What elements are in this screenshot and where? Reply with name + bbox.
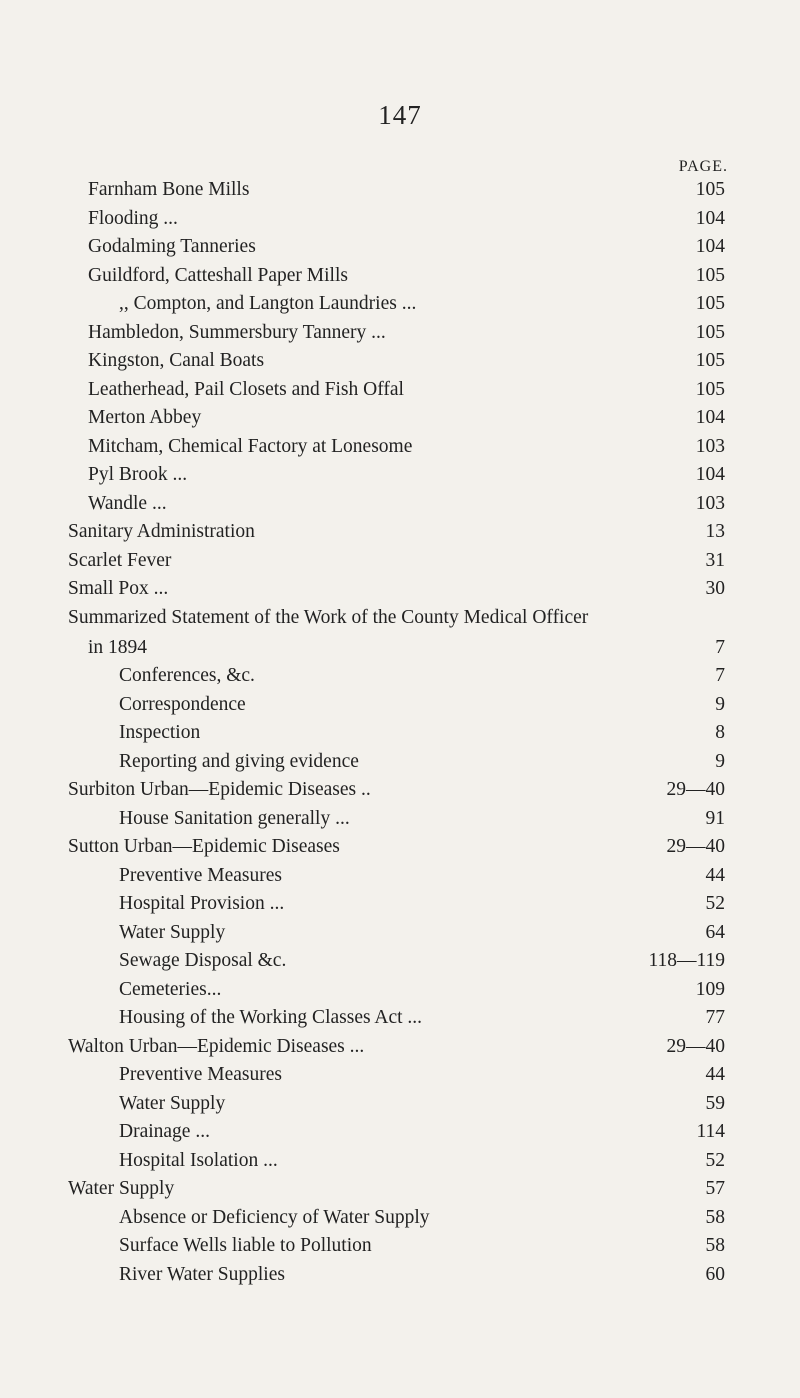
index-entry: [0, 776, 800, 805]
index-entry: [0, 976, 800, 1005]
index-entry-label: ,, Compton, and Langton Laundries ...: [119, 293, 417, 314]
index-entry-label: Preventive Measures: [119, 1064, 282, 1085]
index-entry-page: 105: [695, 293, 725, 314]
index-entry-label: Preventive Measures: [119, 864, 282, 886]
index-list: [0, 176, 800, 1289]
index-entry-label: Walton Urban—Epidemic Diseases ...: [68, 1035, 365, 1057]
index-entry: [0, 461, 800, 490]
index-entry-label: Guildford, Catteshall Paper Mills: [88, 264, 348, 286]
index-entry: [0, 604, 800, 634]
index-entry: [0, 1033, 800, 1062]
index-entry: [0, 176, 800, 205]
index-entry-label: Reporting and giving evidence: [119, 750, 359, 772]
index-entry: [0, 1090, 800, 1119]
index-entry-page: 30: [705, 578, 725, 599]
index-entry: [0, 1004, 800, 1033]
index-entry: [0, 547, 800, 576]
index-entry-page: 105: [695, 321, 725, 343]
index-entry: [0, 1232, 800, 1261]
index-entry-page: 9: [715, 693, 725, 715]
index-entry-label: Correspondence: [119, 693, 246, 715]
index-entry-label: Merton Abbey: [88, 407, 202, 428]
index-entry: [0, 347, 800, 376]
index-entry: [0, 748, 800, 777]
index-entry-page: 58: [705, 1235, 725, 1256]
index-entry-label: Surface Wells liable to Pollution: [119, 1235, 372, 1256]
index-entry: [0, 634, 800, 663]
index-entry: [0, 404, 800, 433]
index-entry-page: 64: [705, 921, 725, 943]
index-entry-page: 105: [695, 179, 725, 200]
index-entry-label: Absence or Deficiency of Water Supply: [119, 1206, 430, 1228]
index-entry: [0, 1147, 800, 1176]
index-entry-label: Pyl Brook ...: [88, 464, 188, 485]
index-entry-label: Water Supply: [68, 1178, 175, 1199]
index-entry: [0, 1061, 800, 1090]
index-entry: [0, 1204, 800, 1233]
index-entry: [0, 233, 800, 262]
index-entry-label: Sewage Disposal &c.: [119, 950, 287, 971]
index-entry: [0, 319, 800, 348]
index-entry-page: 104: [695, 464, 725, 485]
index-entry-page: 44: [705, 1064, 725, 1085]
index-entry-page: 52: [705, 893, 725, 914]
index-entry: [0, 947, 800, 976]
index-entry-page: 104: [695, 207, 725, 229]
index-entry-page: 77: [705, 1007, 725, 1028]
index-entry: [0, 691, 800, 720]
index-entry-label: Farnham Bone Mills: [88, 179, 250, 200]
index-entry: [0, 490, 800, 519]
index-entry: [0, 862, 800, 891]
index-entry-label: Wandle ...: [88, 492, 167, 514]
index-entry: [0, 1175, 800, 1204]
index-entry-label: House Sanitation generally ...: [119, 807, 350, 829]
index-entry-label: Flooding ...: [88, 207, 178, 229]
index-entry: [0, 205, 800, 234]
index-entry-label: Scarlet Fever: [68, 549, 172, 571]
index-entry-page: 59: [705, 1092, 725, 1114]
index-entry-page: 105: [695, 378, 725, 400]
index-entry-page: 29—40: [666, 836, 725, 857]
index-entry: [0, 662, 800, 691]
index-entry-page: 104: [695, 407, 725, 428]
index-entry-page: 105: [695, 350, 725, 371]
index-entry: [0, 833, 800, 862]
index-entry: [0, 290, 800, 319]
index-entry-label: Sutton Urban—Epidemic Diseases: [68, 836, 340, 857]
index-entry-page: 104: [695, 236, 725, 257]
index-entry-page: 13: [705, 521, 725, 542]
index-entry-label: Leatherhead, Pail Closets and Fish Offal: [88, 378, 404, 400]
index-entry-label: Water Supply: [119, 921, 226, 943]
index-entry-page: 58: [705, 1206, 725, 1228]
index-entry-page: 7: [715, 665, 725, 686]
index-entry-page: 31: [705, 549, 725, 571]
index-entry: [0, 890, 800, 919]
index-entry-label: Housing of the Working Classes Act ...: [119, 1007, 423, 1028]
index-entry-page: 109: [695, 978, 725, 1000]
index-entry-page: 103: [695, 435, 725, 457]
index-entry-page: 60: [705, 1263, 725, 1285]
index-entry-label: in 1894: [88, 636, 148, 658]
page-column-header: PAGE.: [678, 158, 728, 175]
index-entry-page: 52: [705, 1149, 725, 1171]
index-entry-page: 57: [705, 1178, 725, 1199]
index-entry-label: Sanitary Administration: [68, 521, 255, 542]
index-entry: [0, 805, 800, 834]
index-entry: [0, 719, 800, 748]
index-entry: [0, 433, 800, 462]
index-entry-label: Godalming Tanneries: [88, 236, 256, 257]
index-entry-label: Kingston, Canal Boats: [88, 350, 265, 371]
index-entry: [0, 575, 800, 604]
index-entry: [0, 376, 800, 405]
index-entry-page: 103: [695, 492, 725, 514]
index-entry-label: Inspection: [119, 722, 201, 743]
index-entry: [0, 518, 800, 547]
index-entry-label: River Water Supplies: [119, 1263, 285, 1285]
index-entry-page: 118—119: [648, 950, 725, 971]
index-entry: [0, 1261, 800, 1290]
index-entry: [0, 1118, 800, 1147]
index-entry-page: 7: [715, 636, 725, 658]
index-entry-page: 29—40: [666, 779, 725, 800]
index-entry: [0, 919, 800, 948]
index-entry-label: Conferences, &c.: [119, 665, 255, 686]
index-entry-page: 105: [695, 264, 725, 286]
index-entry-label: Surbiton Urban—Epidemic Diseases ..: [68, 779, 371, 800]
index-entry-label: Hambledon, Summersbury Tannery ...: [88, 321, 386, 343]
index-entry-page: 8: [715, 722, 725, 743]
index-entry-page: 9: [715, 750, 725, 772]
index-entry: [0, 262, 800, 291]
index-entry-page: 91: [705, 807, 725, 829]
index-entry-page: 44: [705, 864, 725, 886]
index-entry-label: Hospital Provision ...: [119, 893, 285, 914]
index-entry-label: Mitcham, Chemical Factory at Lonesome: [88, 435, 413, 457]
index-entry-label: Summarized Statement of the Work of the County Medical Officer: [68, 606, 589, 628]
index-entry-label: Hospital Isolation ...: [119, 1149, 278, 1171]
index-entry-page: 29—40: [666, 1035, 725, 1057]
index-entry-label: Drainage ...: [119, 1121, 210, 1142]
page-number: 147: [378, 100, 422, 130]
index-entry-label: Small Pox ...: [68, 578, 169, 599]
index-entry-page: 114: [696, 1121, 725, 1142]
index-entry-label: Water Supply: [119, 1092, 226, 1114]
index-entry-label: Cemeteries...: [119, 978, 222, 1000]
